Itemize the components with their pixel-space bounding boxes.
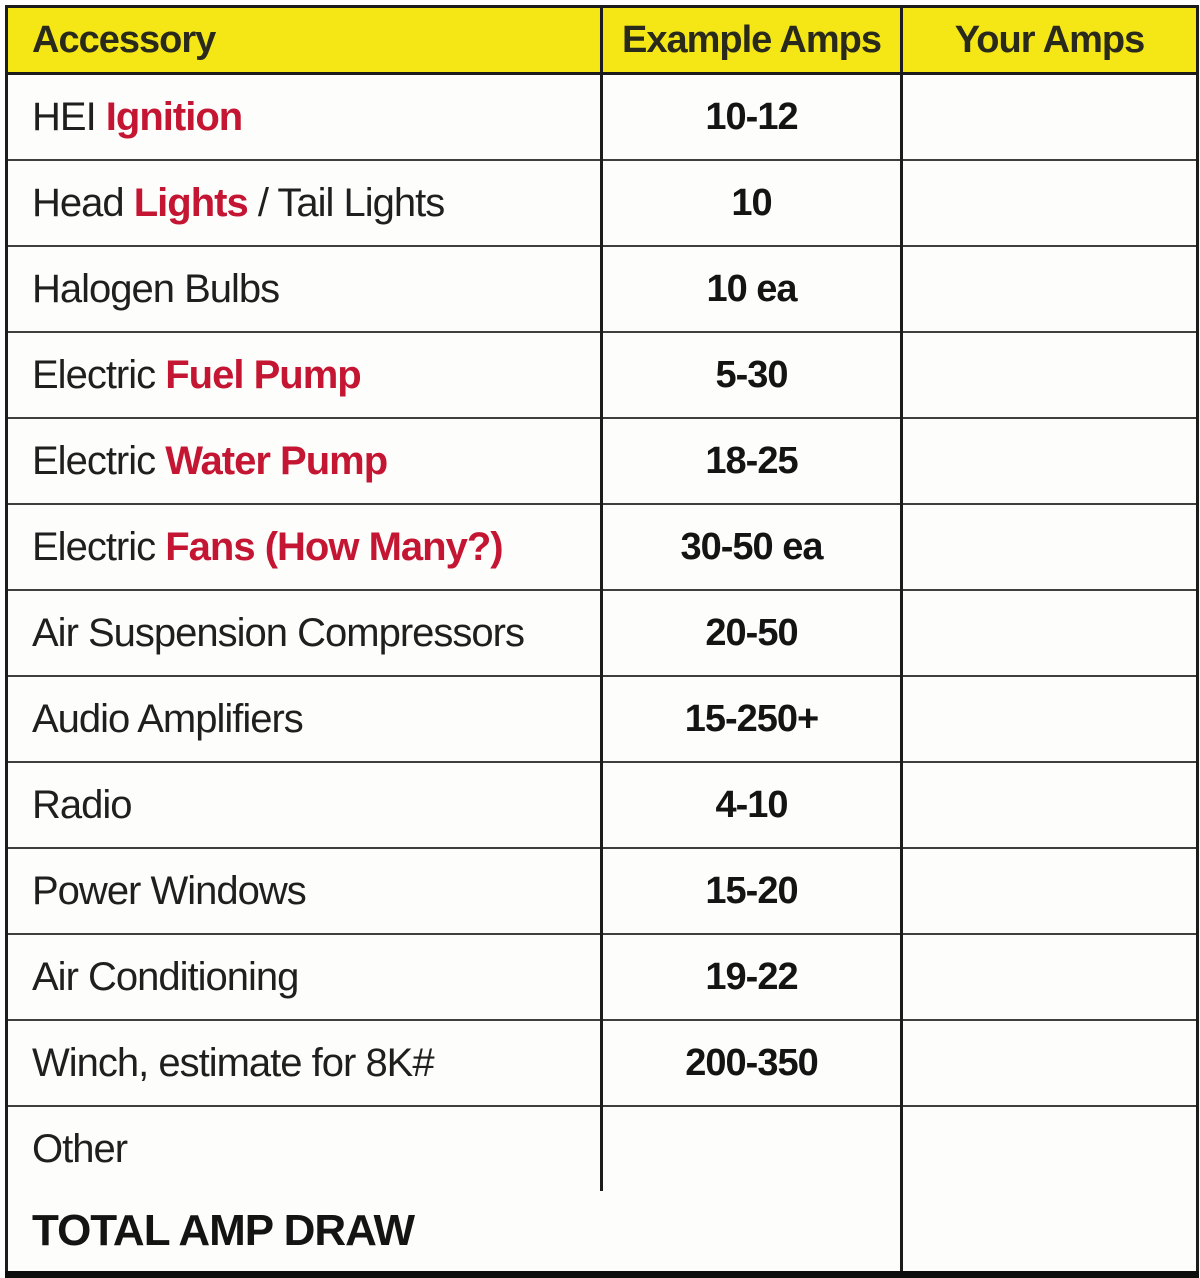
example-amps-value: 4-10: [602, 762, 902, 848]
table-header: [7, 7, 1198, 74]
table-row: [7, 246, 1198, 332]
header-row: [7, 7, 1198, 74]
column-header-your-amps: Your Amps: [902, 7, 1198, 74]
table-row: [7, 1020, 1198, 1106]
accessory-label-emphasis: Water Pump: [165, 438, 388, 483]
table-row: [7, 332, 1198, 418]
your-amps-cell: [902, 1106, 1198, 1191]
table-row: [7, 160, 1198, 246]
your-amps-cell: [902, 504, 1198, 590]
table-row: [7, 504, 1198, 590]
accessory-label-emphasis: Lights: [133, 180, 248, 225]
accessory-label-text: Head: [32, 180, 134, 225]
accessory-label: [7, 332, 602, 418]
accessory-label: [7, 160, 602, 246]
example-amps-value: 19-22: [602, 934, 902, 1020]
table-row: [7, 590, 1198, 676]
accessory-label: [7, 590, 602, 676]
table-row: [7, 418, 1198, 504]
column-header-accessory: Accessory: [7, 7, 602, 74]
table-row: [7, 74, 1198, 161]
accessory-label: [7, 246, 602, 332]
accessory-label-text: Electric: [32, 352, 166, 397]
example-amps-value: 30-50 ea: [602, 504, 902, 590]
your-amps-cell: [902, 1020, 1198, 1106]
total-your-amps-cell: [902, 1191, 1198, 1275]
example-amps-value: 10-12: [602, 74, 902, 161]
accessory-label: [7, 762, 602, 848]
accessory-label-text: Other: [32, 1126, 128, 1171]
table-footer: [7, 1191, 1198, 1275]
table-row: [7, 848, 1198, 934]
accessory-label-text: / Tail Lights: [247, 180, 445, 225]
accessory-label-text: Halogen Bulbs: [32, 266, 280, 311]
table-row: [7, 762, 1198, 848]
your-amps-cell: [902, 762, 1198, 848]
total-row: [7, 1191, 1198, 1275]
accessory-label-text: HEI: [32, 94, 106, 139]
accessory-label-text: Power Windows: [32, 868, 306, 913]
accessory-label: [7, 1020, 602, 1106]
your-amps-cell: [902, 590, 1198, 676]
table-row: [7, 1106, 1198, 1191]
example-amps-value: 200-350: [602, 1020, 902, 1106]
your-amps-cell: [902, 332, 1198, 418]
accessory-label: [7, 74, 602, 161]
accessory-label-text: Electric: [32, 524, 166, 569]
your-amps-cell: [902, 160, 1198, 246]
example-amps-value: 20-50: [602, 590, 902, 676]
accessory-label-text: Air Conditioning: [32, 954, 299, 999]
accessory-label-emphasis: Fans (How Many?): [165, 524, 503, 569]
your-amps-cell: [902, 418, 1198, 504]
accessory-label-emphasis: Ignition: [105, 94, 243, 139]
example-amps-value: 10 ea: [602, 246, 902, 332]
accessory-label-text: Electric: [32, 438, 166, 483]
your-amps-cell: [902, 934, 1198, 1020]
accessory-label: [7, 676, 602, 762]
your-amps-cell: [902, 848, 1198, 934]
table-row: [7, 934, 1198, 1020]
your-amps-cell: [902, 246, 1198, 332]
accessory-label: [7, 934, 602, 1020]
total-amp-draw-label: TOTAL AMP DRAW: [7, 1191, 902, 1275]
accessory-label-text: Air Suspension Compressors: [32, 610, 524, 655]
example-amps-value: 15-250+: [602, 676, 902, 762]
amp-draw-table: [5, 5, 1199, 1278]
accessory-label: [7, 1106, 602, 1191]
example-amps-value: 15-20: [602, 848, 902, 934]
accessory-label-text: Audio Amplifiers: [32, 696, 303, 741]
accessory-label: [7, 504, 602, 590]
accessory-label-emphasis: Fuel Pump: [165, 352, 361, 397]
example-amps-value: 18-25: [602, 418, 902, 504]
accessory-label-text: Radio: [32, 782, 132, 827]
accessory-label-text: Winch, estimate for 8K#: [32, 1040, 434, 1085]
example-amps-value: 10: [602, 160, 902, 246]
example-amps-value: [602, 1106, 902, 1191]
table-row: [7, 676, 1198, 762]
your-amps-cell: [902, 74, 1198, 161]
accessory-label: [7, 418, 602, 504]
your-amps-cell: [902, 676, 1198, 762]
column-header-example-amps: Example Amps: [602, 7, 902, 74]
example-amps-value: 5-30: [602, 332, 902, 418]
table-body: [7, 74, 1198, 1192]
accessory-label: [7, 848, 602, 934]
